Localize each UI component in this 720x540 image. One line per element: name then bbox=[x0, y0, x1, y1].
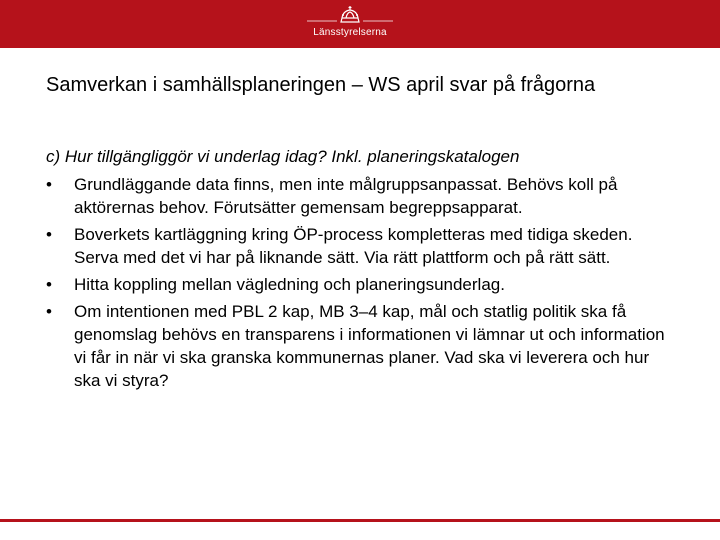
bullet-item bbox=[46, 300, 666, 392]
bullet-marker: • bbox=[46, 275, 52, 294]
bullet-item bbox=[46, 273, 666, 296]
logo-text: Länsstyrelserna bbox=[313, 27, 387, 38]
bullet-item bbox=[46, 173, 666, 219]
bullet-item bbox=[46, 223, 666, 269]
bullet-text: Om intentionen med PBL 2 kap, MB 3–4 kap, mål och statlig politik ska få genomslag behövs en transparens i informationen vi lämnar ut och information vi får in när vi ska granska kommunernas planer. Vad ska vi leverera och hur ska vi styra? bbox=[74, 302, 665, 390]
lansstyrelserna-logo bbox=[300, 4, 400, 44]
bullet-list bbox=[46, 173, 666, 396]
bullet-text: Boverkets kartläggning kring ÖP-process kompletteras med tidiga skeden. Serva med det vi har på liknande sätt. Via rätt plattform och på rätt sätt. bbox=[74, 225, 633, 267]
crown-icon bbox=[305, 4, 395, 26]
header-bar bbox=[0, 0, 720, 48]
footer-divider bbox=[0, 519, 720, 522]
bullet-marker: • bbox=[46, 175, 52, 194]
bullet-text: Grundläggande data finns, men inte målgruppsanpassat. Behövs koll på aktörernas behov. Förutsätter gemensam begreppsapparat. bbox=[74, 175, 618, 217]
slide-title: Samverkan i samhällsplaneringen – WS april svar på frågorna bbox=[46, 74, 596, 96]
question-heading: c) Hur tillgängliggör vi underlag idag? Inkl. planeringskatalogen bbox=[46, 147, 520, 166]
bullet-marker: • bbox=[46, 225, 52, 244]
bullet-marker: • bbox=[46, 302, 52, 321]
bullet-text: Hitta koppling mellan vägledning och planeringsunderlag. bbox=[74, 275, 505, 294]
